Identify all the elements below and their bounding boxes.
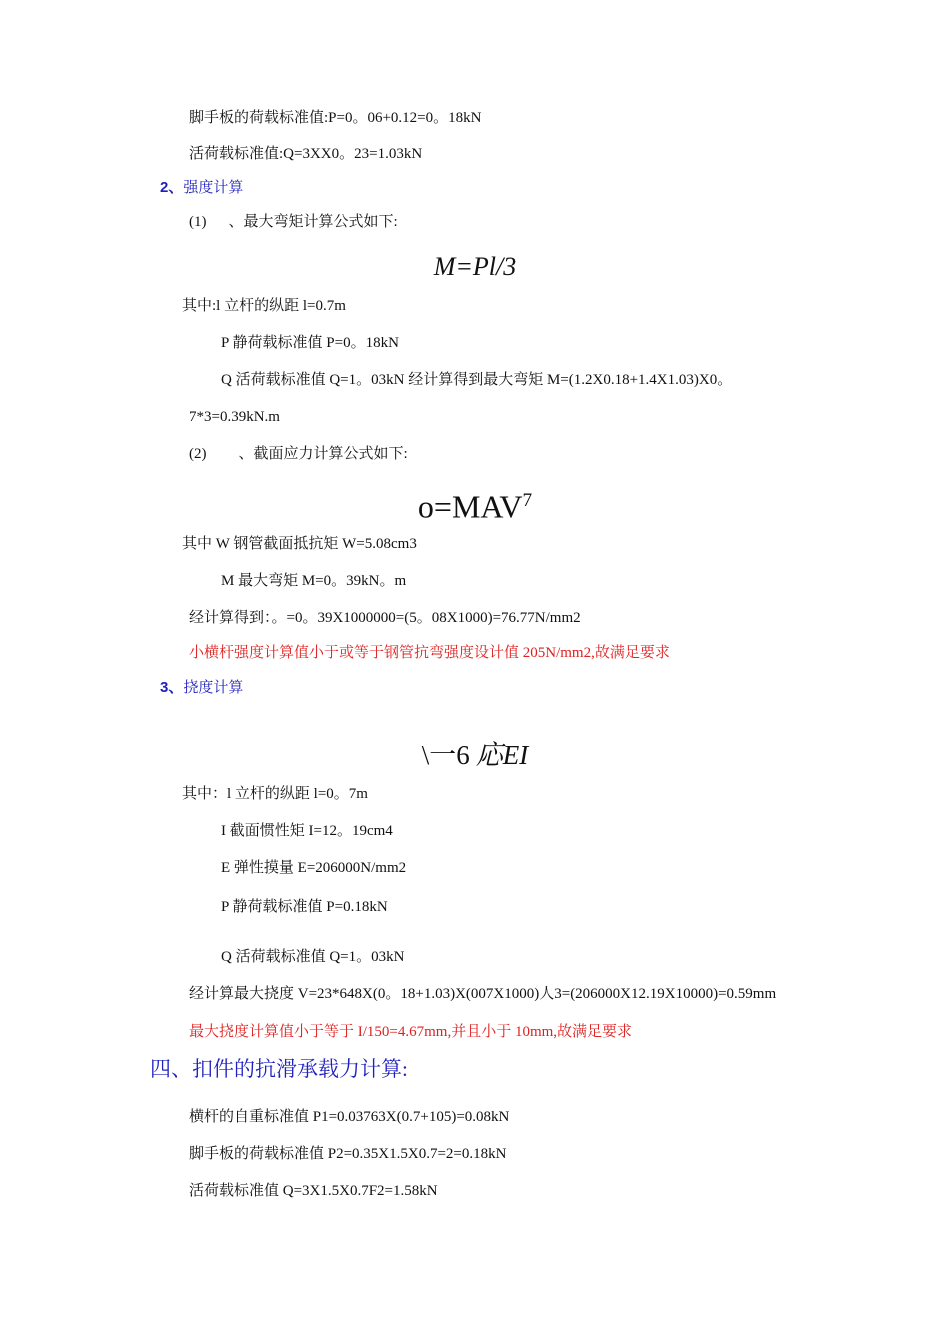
formula-part: 応 xyxy=(475,740,503,770)
sub-item-1 xyxy=(189,212,398,232)
text-line: 横杆的自重标准值 P1=0.03763X(0.7+105)=0.08kN xyxy=(189,1109,510,1125)
text-line: 经计算最大挠度 V=23*648X(0。18+1.03)X(007X1000)人3=(206000X12.19X10000)=0.59mm xyxy=(189,986,777,1002)
formula-part: \一6 xyxy=(421,740,470,770)
item-number: (2) xyxy=(189,446,207,462)
text-line: 脚手板的荷载标准值:P=0。06+0.12=0。18kN xyxy=(189,110,482,126)
text-line: Q 活荷载标准值 Q=1。03kN xyxy=(221,949,405,965)
conclusion-strength: 小横杆强度计算值小于或等于钢管抗弯强度设计值 205N/mm2,故满足要求 xyxy=(189,645,670,661)
section-title: 强度计算 xyxy=(183,180,244,196)
text-line: M 最大弯矩 M=0。39kN。m xyxy=(221,573,407,589)
section-title: 挠度计算 xyxy=(183,680,244,696)
formula-superscript: 7 xyxy=(522,490,533,511)
chapter-heading: 四、扣件的抗滑承载力计算: xyxy=(150,1057,408,1081)
formula-main: o=MAV xyxy=(417,488,523,525)
formula-moment: M=Pl/3 xyxy=(433,252,517,281)
text-line: I 截面惯性矩 I=12。19cm4 xyxy=(221,823,393,839)
formula-part: EI xyxy=(502,740,529,770)
text-line: 其中 W 钢管截面抵抗矩 W=5.08cm3 xyxy=(182,536,417,552)
conclusion-deflection: 最大挠度计算值小于等于 I/150=4.67mm,并且小于 10mm,故满足要求 xyxy=(189,1024,633,1040)
text-line: 其中：l 立杆的纵距 l=0。7m xyxy=(182,786,368,802)
item-text: 、截面应力计算公式如下: xyxy=(238,446,408,462)
section-heading-deflection xyxy=(160,678,243,698)
text-line: P 静荷载标准值 P=0。18kN xyxy=(221,335,399,351)
item-number: (1) xyxy=(189,214,207,230)
text-line: Q 活荷载标准值 Q=1。03kN 经计算得到最大弯矩 M=(1.2X0.18+1.4X1.03)X0。 xyxy=(221,372,733,388)
text-line: 其中:l 立杆的纵距 l=0.7m xyxy=(182,298,346,314)
formula-deflection xyxy=(0,738,950,772)
text-line: 脚手板的荷载标准值 P2=0.35X1.5X0.7=2=0.18kN xyxy=(189,1146,507,1162)
text-line: E 弹性摸量 E=206000N/mm2 xyxy=(221,860,407,876)
text-line: 活荷载标准值:Q=3XX0。23=1.03kN xyxy=(189,146,423,162)
section-number: 2、 xyxy=(160,179,184,196)
text-line: 经计算得到：。=0。39X1000000=(5。08X1000)=76.77N/mm2 xyxy=(189,610,581,626)
text-line: P 静荷载标准值 P=0.18kN xyxy=(221,899,388,915)
text-line: 活荷载标准值 Q=3X1.5X0.7F2=1.58kN xyxy=(189,1183,438,1199)
text-line: 7*3=0.39kN.m xyxy=(189,409,280,425)
section-number: 3、 xyxy=(160,679,184,696)
sub-item-2 xyxy=(189,444,408,464)
section-heading-strength xyxy=(160,178,243,198)
item-text: 、最大弯矩计算公式如下: xyxy=(228,214,398,230)
formula-stress xyxy=(0,482,950,526)
